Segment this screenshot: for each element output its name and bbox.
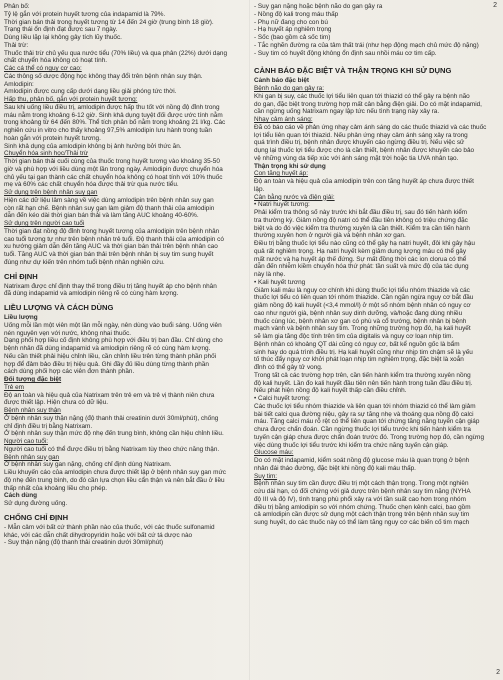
text-line: Trong tất cả các trường hợp trên, cần tiến hành kiểm tra thường xuyên nồng	[254, 371, 471, 379]
text-line: Ở bệnh nhân suy thận mức độ nhẹ đến trung bình, không cần hiệu chỉnh liều.	[4, 430, 224, 438]
text-line: đã dùng indapamid và amlodipin riêng rẽ có cùng hàm lượng.	[4, 290, 179, 298]
text-line: độ III và độ IV), tình trạng phù phổi xảy ra với tần suất cao hơn trong nhóm	[254, 495, 466, 503]
underlined-label: Bệnh nhân suy gan	[4, 453, 60, 461]
text-line: còn rất hạn chế. Bệnh nhân suy gan làm giảm độ thanh thải của amlodipin	[4, 204, 215, 212]
underlined-label: Bệnh nhân suy thận	[4, 407, 61, 414]
text-line: - Tắc nghẽn đường ra của tâm thất trái (như hẹp động mạch chủ mức độ nặng)	[254, 41, 479, 49]
text-line: hợp để đảm bảo điều trị hiệu quả. Ghi đầy đủ liều dùng từng thành phần	[4, 360, 209, 368]
text-line: Thuốc thải trừ chủ yếu qua nước tiểu (70% liều) và qua phân (22%) dưới dạng	[4, 49, 228, 57]
text-line: sẽ làm gia tăng độc tính trên tim của digitalis và nguy cơ loạn nhịp tim.	[254, 333, 454, 340]
underlined-label: Các cá thể có nguy cơ cao:	[4, 65, 82, 72]
text-line: việc dùng thuốc lợi tiểu trước khi kiểm tra chức năng tuyến cận giáp.	[254, 441, 449, 449]
text-line: Bệnh nhân có khoảng QT dài cũng có nguy cơ, bất kể nguồn gốc là bẩm	[254, 340, 460, 348]
text-line: Sinh khả dụng của amlodipin không bị ảnh hưởng bởi thức ăn.	[4, 142, 182, 150]
text-line: thường xuyên hơn ở người già và bệnh nhân xơ gan.	[254, 232, 406, 240]
text-line: tra thường kỳ. Giảm nồng độ natri có thể đầu tiên không có triệu chứng đặc	[254, 216, 468, 224]
text-line: được thiết lập. Hiện chưa có dữ liệu.	[4, 399, 109, 407]
text-line: Độ an toàn và hiệu quả của Natrixam trên trẻ em và trẻ vị thành niên chưa	[4, 391, 215, 399]
text-line: mất nước và hạ huyết áp thế đứng. Sự mất đồng thời các ion clorua có thể	[254, 255, 467, 263]
text-line: chủ yếu tại gan thành các chất chuyển hóa không có hoạt tính với 10% thuốc	[4, 173, 223, 181]
text-line: tố thúc đẩy nguy cơ khởi phát loạn nhịp tim nghiêm trọng, đặc biệt là xoắn	[254, 356, 464, 364]
underlined-label: Bệnh não do gan gây ra:	[254, 85, 324, 92]
text-line: tuyến cận giáp chưa được chẩn đoán trước đó. Trong trường hợp đó, cần ngừng	[254, 433, 485, 441]
text-line: cách dùng phối hợp các viên đơn thành phần.	[4, 368, 135, 376]
text-line: thuốc cùng lúc, bệnh nhân xơ gan có phù và cổ trướng, bệnh nhân bị bệnh	[254, 317, 467, 325]
text-line: Đã có báo cáo về phản ứng nhạy cảm ánh sáng do các thuốc thiazid và các thuốc	[254, 123, 487, 131]
underlined-label: Cân bằng nước và điện giải:	[254, 193, 335, 201]
text-line: khác, với các dẫn chất dihydropyridin hoặc với bất cứ tá dược nào	[4, 531, 193, 539]
underlined-label: Nhạy cảm ánh sáng:	[254, 116, 313, 123]
section-heading: LIỀU LƯỢNG VÀ CÁCH DÙNG	[4, 303, 114, 312]
text-line: • Calci huyết tương:	[254, 395, 311, 402]
text-line: Điều trị bằng thuốc lợi tiểu nào cũng có thể gây hạ natri huyết, đôi khi gây hậu	[254, 240, 475, 247]
underlined-label: Chuyển hóa sinh học/Thải trừ	[4, 150, 89, 158]
text-line: sung huyết, do các thuốc này có thể làm tăng nguy cơ các biến cố tim mạch	[254, 519, 470, 526]
text-line: đỉnh có thể gây tử vong.	[254, 364, 323, 371]
section-heading: CHỈ ĐỊNH	[4, 271, 38, 281]
right-column	[254, 3, 492, 678]
text-line: biệt và do đó việc kiểm tra thường xuyên là cần thiết. Kiểm tra cần tiến hành	[254, 224, 470, 232]
text-line: dẫn đến nhiễm kiềm chuyển hóa thứ phát: tần suất và mức độ của tác dụng	[254, 263, 469, 271]
text-line: - Suy gan nặng hoặc bệnh não do gan gây ra	[254, 3, 383, 10]
text-line: • Natri huyết tương:	[254, 201, 310, 209]
underlined-label: Glucose máu:	[254, 449, 294, 457]
subheading: Cảnh báo đặc biệt	[254, 77, 310, 85]
text-line: Các thông số dược động học không thay đổi trên bệnh nhân suy thận.	[4, 72, 203, 80]
text-line: cứu dài hạn, có đối chứng với giả dược trên bệnh nhân suy tim nặng (NYHA	[254, 488, 471, 495]
text-line: do gan, đặc biệt trong trường hợp mất cân bằng điện giải. Do có mặt indapamid,	[254, 100, 482, 108]
text-line: Thời gian bán thải trong huyết tương từ 14 đến 24 giờ (trung bình 18 giờ).	[4, 18, 214, 26]
text-line: Amlodipin:	[4, 80, 34, 88]
text-line: trong khoảng từ 64 đến 80%. Thể tích phân bố nằm trong khoảng 21 l/kg. Các	[4, 119, 226, 127]
text-line: Độ an toàn và hiệu quả của amlodipin trên con tăng huyết áp chưa được thiết	[254, 178, 474, 185]
spacer	[254, 57, 492, 61]
underlined-label: Hấp thu, phân bố, gắn với protein huyết tương:	[4, 96, 138, 103]
text-line: Sau khi uống liều điều trị, amlodipin được hấp thu tốt với nồng độ đỉnh trong	[4, 103, 220, 111]
text-line: đúng như dự kiến trên nhóm tuổi bệnh nhân nghiên cứu.	[4, 258, 165, 266]
text-line: giờ và phù hợp với liều dùng một lần trong ngày. Amlodipin được chuyển hóa	[4, 165, 223, 173]
left-column	[4, 3, 246, 678]
text-line: máu. Tăng calci máu rõ rệt có thể liên quan tới chứng tăng năng tuyến cận giáp	[254, 418, 480, 426]
text-line: Hiện các dữ liệu lâm sàng về việc dùng amlodipin trên bệnh nhân suy gan	[4, 196, 214, 204]
text-line: hoàn gắn với protein huyết tương.	[4, 134, 101, 142]
text-line: máu nằm trong khoảng 6-12 giờ. Sinh khả dụng tuyệt đối được ước tính nằm	[4, 111, 223, 119]
section-heading: CẢNH BÁO ĐẶC BIỆT VÀ THẬN TRỌNG KHI SỬ DỤNG	[254, 66, 452, 76]
text-line: nén nguyên vẹn với nước, không nhai thuốc.	[4, 329, 132, 337]
text-line: cao tuổi tương tự như trên bệnh nhân trẻ tuổi. Độ thanh thải của amlodipin có	[4, 235, 224, 243]
text-line: • Kali huyết tương	[254, 278, 306, 286]
text-line: xu hướng giảm dẫn đến tăng AUC và thời gian bán thải trên bệnh nhân cao	[4, 243, 218, 251]
text-line: Do có mặt indapamid, kiểm soát nồng độ glucose máu là quan trọng ở bệnh	[254, 457, 470, 464]
text-line: Uống mỗi lần một viên một lần mỗi ngày, nên dùng vào buổi sáng. Uống viên	[4, 321, 222, 329]
text-line: lợi tiểu liên quan tới thiazid. Nếu phản ứng nhạy cảm ánh sáng xảy ra trong	[254, 131, 468, 139]
text-line: thuốc lợi tiểu có liên quan tới nhóm thiazide. Cần ngăn ngừa nguy cơ bắt đầu	[254, 294, 474, 302]
text-line: - Suy tim có huyết động không ổn định sau nhồi máu cơ tim cấp.	[254, 49, 437, 57]
text-line: Giảm kali máu là nguy cơ chính khi dùng thuốc lợi tiểu nhóm thiazide và các	[254, 286, 470, 294]
text-line: mẹ và 60% các chất chuyển hóa được thải trừ qua nước tiểu.	[4, 181, 179, 189]
subheading: Đối tượng đặc biệt	[4, 376, 62, 383]
text-line: Ở bệnh nhân suy thận nặng (độ thanh thải creatinin dưới 30ml/phút), chống	[4, 414, 219, 422]
text-line: cao như người già, bệnh nhân suy dinh dưỡng, và/hoặc đang dùng nhiều	[254, 309, 463, 317]
text-line: - Phụ nữ đang cho con bú	[254, 18, 328, 26]
text-line: Natrixam được chỉ định thay thế trong điều trị tăng huyết áp cho bệnh nhân	[4, 282, 217, 290]
text-line: Thời gian đạt nồng độ đỉnh trong huyết tương của amlodipin trên bệnh nhân	[4, 227, 220, 235]
text-line: - Nồng độ kali trong máu thấp	[254, 10, 339, 18]
text-line: này là nhẹ.	[254, 271, 286, 278]
text-line: Trạng thái ổn định đạt được sau 7 ngày.	[4, 26, 118, 34]
text-line: - Suy thận nặng (độ thanh thải creatinin dưới 30ml/phút)	[4, 539, 164, 547]
text-line: Liều khuyến cáo của amlodipin chưa được thiết lập ở bệnh nhân suy gan mức	[4, 469, 226, 476]
text-line: chỉ định điều trị bằng Natrixam.	[4, 422, 93, 430]
text-line: nghiên cứu in vitro cho thấy khoảng 97,5% amlodipin lưu hành trong tuần	[4, 127, 212, 134]
text-line: Khi gan bị suy, các thuốc lợi tiểu liên quan tới thiazid có thể gây ra bệnh não	[254, 92, 470, 100]
underlined-label: Sử dụng trên bệnh nhân suy gan	[4, 189, 98, 196]
text-line: chất chuyển hóa không có hoạt tính.	[4, 57, 108, 65]
subheading: Thận trọng khi sử dụng	[254, 162, 326, 170]
subheading: Liều lượng	[4, 314, 38, 321]
text-line: Người cao tuổi có thể được điều trị bằng Natrixam tùy theo chức năng thận.	[4, 445, 220, 453]
text-line: Thải trừ:	[4, 41, 29, 49]
text-line: Amlodipin được cung cấp dưới dạng liều giải phóng tức thời.	[4, 88, 177, 96]
text-line: dụng lại thuốc lợi tiểu được cho là cần thiết, bệnh nhân được khuyến cáo bảo	[254, 147, 475, 154]
text-line: - Mẫn cảm với bất cứ thành phần nào của thuốc, với các thuốc sulfonamid	[4, 523, 215, 531]
underlined-label: Người cao tuổi:	[4, 438, 48, 445]
text-line: dẫn đến kéo dài thời gian bán thải và làm tăng AUC khoảng 40-60%.	[4, 212, 199, 220]
text-line: Bệnh nhân suy tim cần được điều trị một cách thận trọng. Trong một nghiên	[254, 480, 469, 488]
text-line: giảm nồng độ kali huyết (<3,4 mmol/l) ở một số nhóm bệnh nhân có nguy cơ	[254, 302, 471, 309]
text-line: Phải kiểm tra thông số này trước khi bắt đầu điều trị, sau đó tiến hành kiểm	[254, 209, 468, 216]
text-line: chưa được chẩn đoán. Cần ngừng thuốc lợi tiểu trước khi tiến hành kiểm tra	[254, 426, 471, 433]
text-line: - Sốc (bao gồm cả sốc tim)	[254, 34, 331, 41]
text-line: cả amlodipin cần được sử dụng một cách thận trọng trên bệnh nhân suy tim	[254, 511, 470, 519]
text-line: Các thuốc lợi tiểu nhóm thiazide và liên quan tới nhóm thiazid có thể làm giảm	[254, 402, 476, 410]
text-line: điều trị bằng amlodipin so với nhóm chứng. Thuốc chẹn kênh calci, bao gồm	[254, 503, 471, 511]
page-number-top: 2	[493, 2, 497, 9]
column-divider	[249, 0, 250, 680]
text-line: Dạng phối hợp liều cố định không phù hợp với điều trị ban đầu. Chỉ dùng cho	[4, 337, 223, 345]
text-line: Nếu phát hiện nồng độ kali huyết thấp cần điều chỉnh.	[254, 387, 407, 395]
text-line: lập.	[254, 185, 265, 193]
text-line: Dùng liều lặp lại không gây tích lũy thuốc.	[4, 34, 122, 41]
text-line: sinh hay do quá trình điều trị. Hạ kali huyết cũng như nhịp tim chậm sẽ là yếu	[254, 348, 473, 356]
text-line: độ nhẹ đến trung bình, do đó cần lựa chọn liều cẩn thận và nên bắt đầu ở liều	[4, 476, 225, 484]
section-heading: CHỐNG CHỈ ĐỊNH	[4, 512, 69, 522]
text-line: Nếu cần thiết phải hiệu chỉnh liều, cần chỉnh liều trên từng thành phần phối	[4, 352, 217, 360]
text-line: Sử dụng đường uống.	[4, 500, 68, 507]
text-line: vệ những vùng da tiếp xúc với ánh sáng mặt trời hoặc tia UVA nhân tạo.	[254, 154, 459, 162]
page-number-bottom: 2	[496, 669, 500, 676]
text-line: Phân bố:	[4, 3, 30, 10]
underlined-label: Suy tim:	[254, 472, 278, 480]
subheading: Cách dùng	[4, 492, 38, 500]
underlined-label: Con tăng huyết áp:	[254, 170, 309, 178]
text-line: bài tiết calci qua đường niệu, gây ra sự tăng nhẹ và thoáng qua nồng độ calci	[254, 410, 474, 418]
text-line: Ở bệnh nhân suy gan nặng, chống chỉ định dùng Natrixam.	[4, 461, 172, 469]
text-line: Thời gian bán thải cuối cùng của thuốc trong huyết tương vào khoảng 35-50	[4, 158, 220, 165]
text-line: - Hạ huyết áp nghiêm trọng	[254, 26, 332, 34]
text-line: tuổi. Tăng AUC và thời gian bán thải trên bệnh nhân bị suy tim sung huyết	[4, 251, 214, 258]
text-line: quả rất nghiêm trọng. Hạ natri huyết kèm giảm dung lượng máu có thể gây	[254, 247, 467, 255]
text-line: Tỷ lệ gắn với protein huyết tương của indapamid là 79%.	[4, 10, 166, 18]
text-line: độ kali huyết. Lần đo kali huyết đầu tiên nên tiến hành trong tuần đầu điều trị.	[254, 379, 473, 387]
text-line: quá trình điều trị, bệnh nhân được khuyến cáo ngừng điều trị. Nếu việc sử	[254, 139, 465, 147]
text-line: cần ngừng uống Natrixam ngay lập tức nếu tình trạng này xảy ra.	[254, 108, 440, 116]
text-line: thấp nhất của khoảng liều cho phép.	[4, 484, 108, 492]
text-line: bệnh nhân đã dùng indapamid và amlodipin riêng rẽ có cùng hàm lượng.	[4, 345, 211, 352]
underlined-label: Trẻ em	[4, 383, 25, 391]
text-line: nhân đái tháo đường, đặc biệt khi nồng độ kali máu thấp.	[254, 464, 416, 472]
text-line: mạch vành và bệnh nhân suy tim. Trong những trường hợp đó, hạ kali huyết	[254, 325, 471, 333]
underlined-label: Sử dụng trên người cao tuổi	[4, 220, 85, 227]
